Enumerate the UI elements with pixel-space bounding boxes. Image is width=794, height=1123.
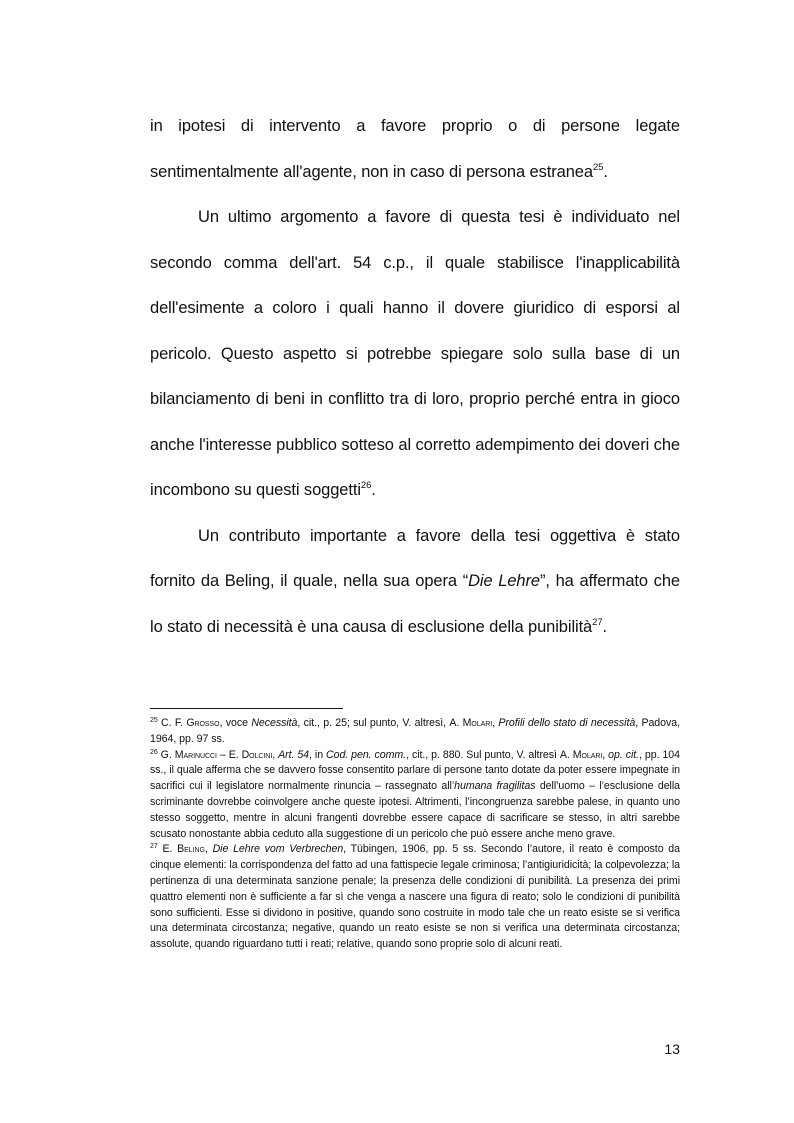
work-title: Die Lehre	[468, 572, 540, 590]
main-text	[150, 104, 680, 650]
footnote-author: G. Marinucci – E. Dolcini	[160, 748, 273, 761]
footnote-27: $^{27}$ E. Beling, Die Lehre vom Verbrechen, Tübingen, 1906, pp. 5 ss. Secondo l’autore, il reato è composto da cinque elementi: la corrispondenza del fatto ad una fattispecie legale criminosa; l’antigiuridicità; la colpevolezza; la pertinenza di una determinata sanzione penale; la presenza delle condizioni di punibilità. La presenza dei primi quattro elementi non è sufficiente a far sì che venga a nascere una figura di reato; solo le condizioni di punibilità sono sufficienti. Esse si dividono in positive, quando sono costruite in modo tale che un reato esiste se si verifica una determinata circostanza; negative, quando un reato esiste se non si verifica una determinata circostanza; assolute, quando riguardano tutti i reati; relative, quando sono proprie solo di alcuni reati.	[150, 843, 680, 951]
footnote-26: $^{26}$ G. Marinucci – E. Dolcini, Art. 54, in Cod. pen. comm., cit., p. 880. Sul punto, V. altresì A. Molari, op. cit., pp. 104 ss., il quale afferma che se davvero fosse consentito parlare di persone tanto dotate da poter essere impegnate in sacrifici cui il legislatore normalmente rinuncia – rassegnato all’humana fragilitas dell’uomo – l’esclusione della scriminante dovrebbe coinvolgere anche queste ipotesi. Altrimenti, l’incongruenza sarebbe palese, in quanto uno stesso soggetto, mentre in alcuni frangenti dovrebbe essere capace di sacrificare se stesso, in altri sarebbe scusato nonostante abbia ceduto alla suggestione di un pericolo che può essere anche meno grave.	[150, 748, 681, 840]
footnote-number: 25	[150, 717, 158, 724]
footnote-ref-26[interactable]: 26	[360, 480, 372, 491]
footnote-separator	[150, 708, 343, 709]
paragraph-1: in ipotesi di intervento a favore proprio o di persone legate sentimentalmente all'agente, non in caso di persona estranea$^{25}$.	[150, 117, 680, 181]
page-number: 13	[664, 1041, 680, 1057]
footnote-number: 27	[150, 843, 158, 851]
footnote-author: A. Molari	[449, 717, 493, 729]
footnote-author: E. Beling	[162, 843, 205, 856]
footnotes	[150, 716, 680, 953]
footnote-author: C. F. Grosso	[161, 717, 220, 729]
footnote-author: A. Molari	[559, 748, 603, 761]
paragraph-2: Un ultimo argomento a favore di questa tesi è individuato nel secondo comma dell'art. 54 c.p., il quale stabilisce l'inapplicabilità dell'esimente a coloro i quali hanno il dovere giuridico di esporsi al pericolo. Questo aspetto si potrebbe spiegare solo sulla base di un bilanciamento di beni in conflitto tra di loro, proprio perché entra in gioco anche l'interesse pubblico sotteso al corretto adempimento dei doveri che incombono su questi soggetti$^{26}$.	[150, 208, 680, 499]
footnote-ref-25[interactable]: 25	[592, 161, 604, 173]
footnote-number: 26	[150, 748, 158, 756]
footnote-25: $^{25}$ C. F. Grosso, voce Necessità, cit., p. 25; sul punto, V. altresì, A. Molari, Profili dello stato di necessità, Padova, 1964, pp. 97 ss.	[150, 717, 680, 745]
paragraph-3: Un contributo importante a favore della tesi oggettiva è stato fornito da Beling, il quale, nella sua opera “Die Lehre”, ha affermato che lo stato di necessità è una causa di esclusione della punibilità$^{27}$.	[150, 526, 680, 636]
footnote-ref-27[interactable]: 27	[592, 616, 603, 628]
